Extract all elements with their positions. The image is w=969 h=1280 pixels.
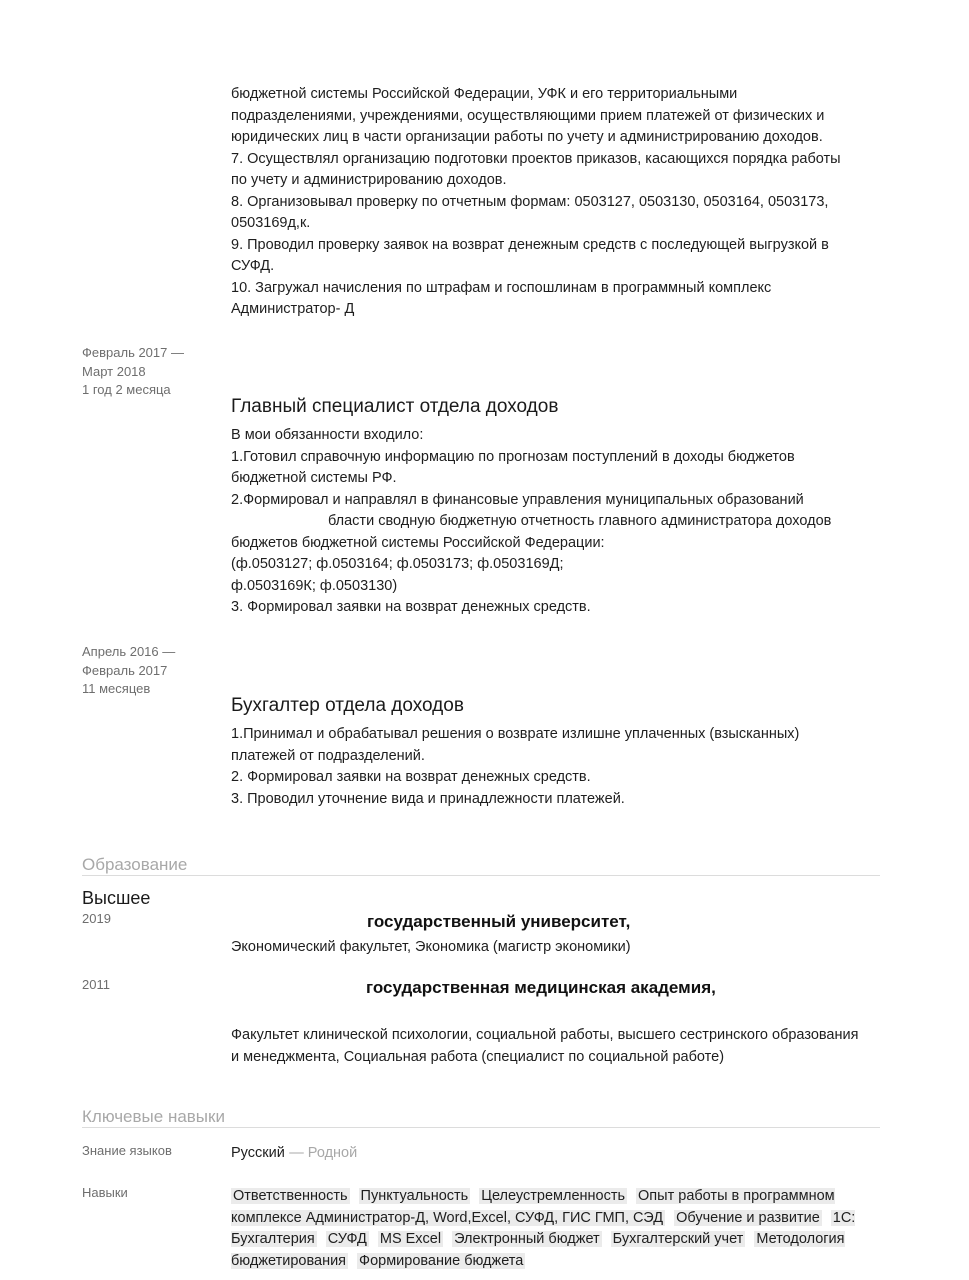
duty-line: бюджетной системы РФ.: [231, 470, 397, 486]
job-period-start: Апрель 2016 —: [82, 644, 176, 659]
section-divider: [82, 875, 880, 876]
duty-line: платежей от подразделений.: [231, 747, 425, 764]
education-year: 2011: [82, 977, 110, 992]
duty-line: бласти сводную бюджетную отчетность главного администратора доходов: [328, 513, 832, 529]
skill-tag: MS Excel: [379, 1231, 442, 1247]
duty-line: Администратор- Д: [231, 301, 355, 317]
duty-line: 3. Проводил уточнение вида и принадлежности платежей.: [231, 790, 625, 807]
language-entry: [231, 1144, 357, 1162]
skill-tag: Ответственность: [233, 1188, 348, 1204]
education-level: Высшее: [82, 888, 151, 908]
job-title: Главный специалист отдела доходов: [231, 396, 559, 417]
education-description-line: Факультет клинической психологии, социальной работы, высшего сестринского образования: [231, 1027, 859, 1043]
job-duration: 1 год 2 месяца: [82, 382, 171, 397]
skill-tag: Пунктуальность: [360, 1188, 469, 1204]
duty-line: 1.Принимал и обрабатывал решения о возврате излишне уплаченных (взысканных): [231, 726, 800, 742]
job-period-end: Февраль 2017: [82, 662, 168, 678]
education-institution: государственная медицинская академия,: [366, 978, 716, 997]
duty-line: 1.Готовил справочную информацию по прогнозам поступлений в доходы бюджетов: [231, 448, 795, 465]
skill-tag: 1С: Бухгалтерия: [231, 1209, 856, 1247]
education-year: 2019: [82, 911, 111, 926]
skill-tag: Целеустремленность: [481, 1188, 626, 1204]
education-description-line: и менеджмента, Социальная работа (специалист по социальной работе): [231, 1049, 725, 1065]
duty-line: юридических лиц в части организации работы по учету и администрированию доходов.: [231, 129, 823, 145]
job-period: [82, 344, 184, 400]
skill-tag: Опыт работы в программном комплексе Администратор-Д, Word,Excel, СУФД, ГИС ГМП, СЭД: [231, 1188, 835, 1226]
job-period-start: Февраль 2017 —: [82, 345, 184, 360]
job-period: [82, 643, 175, 699]
duty-line: 2. Формировал заявки на возврат денежных средств.: [231, 769, 591, 785]
duty-line: В мои обязанности входило:: [231, 427, 424, 443]
duty-line: 3. Формировал заявки на возврат денежных средств.: [231, 599, 591, 615]
duty-line: бюджетной системы Российской Федерации, УФК и его территориальными: [231, 86, 738, 102]
language-level: — Родной: [289, 1145, 358, 1161]
duty-line: подразделениями, учреждениями, осуществляющими прием платежей от физических и: [231, 107, 825, 124]
duty-line: (ф.0503127; ф.0503164; ф.0503173; ф.0503169Д;: [231, 556, 564, 572]
job-title: Бухгалтер отдела доходов: [231, 695, 464, 716]
education-description: Экономический факультет, Экономика (магистр экономики): [231, 939, 631, 955]
duty-line: 9. Проводил проверку заявок на возврат денежным средств с последующей выгрузкой в: [231, 236, 829, 253]
skill-tag: СУФД: [327, 1231, 367, 1247]
language-name: Русский: [231, 1145, 285, 1161]
job-duties: [231, 425, 911, 619]
job-duties: [231, 724, 911, 810]
duty-line: 2.Формировал и направлял в финансовые управления муниципальных образований: [231, 491, 804, 508]
duty-line: СУФД.: [231, 258, 275, 274]
duty-line: по учету и администрированию доходов.: [231, 172, 507, 188]
education-section-title: Образование: [82, 855, 188, 874]
skills-label: Навыки: [82, 1185, 128, 1200]
skill-tag: Формирование бюджета: [359, 1252, 524, 1269]
skill-tag: Обучение и развитие: [676, 1209, 820, 1226]
education-description: [231, 1024, 858, 1068]
skill-tag: Бухгалтерский учет: [612, 1231, 744, 1247]
education-institution: государственный университет,: [367, 912, 631, 931]
duty-line: 7. Осуществлял организацию подготовки проектов приказов, касающихся порядка работы: [231, 150, 841, 167]
section-divider: [82, 1127, 880, 1128]
skills-section-title: Ключевые навыки: [82, 1107, 225, 1126]
skills-list: [231, 1186, 891, 1272]
duty-line: ф.0503169К; ф.0503130): [231, 577, 398, 594]
languages-label: Знание языков: [82, 1143, 172, 1158]
job-duration: 11 месяцев: [82, 681, 151, 696]
skill-tag: Электронный бюджет: [454, 1231, 600, 1247]
duty-line: 10. Загружал начисления по штрафам и госпошлинам в программный комплекс: [231, 279, 772, 296]
job-period-end: Март 2018: [82, 363, 146, 379]
duty-line: 0503169д,к.: [231, 215, 311, 231]
skill-tag: Методология бюджетирования: [231, 1231, 845, 1269]
previous-job-duties: [231, 84, 911, 321]
duty-line: 8. Организовывал проверку по отчетным формам: 0503127, 0503130, 0503164, 0503173,: [231, 193, 829, 210]
duty-line: бюджетов бюджетной системы Российской Федерации:: [231, 534, 605, 551]
